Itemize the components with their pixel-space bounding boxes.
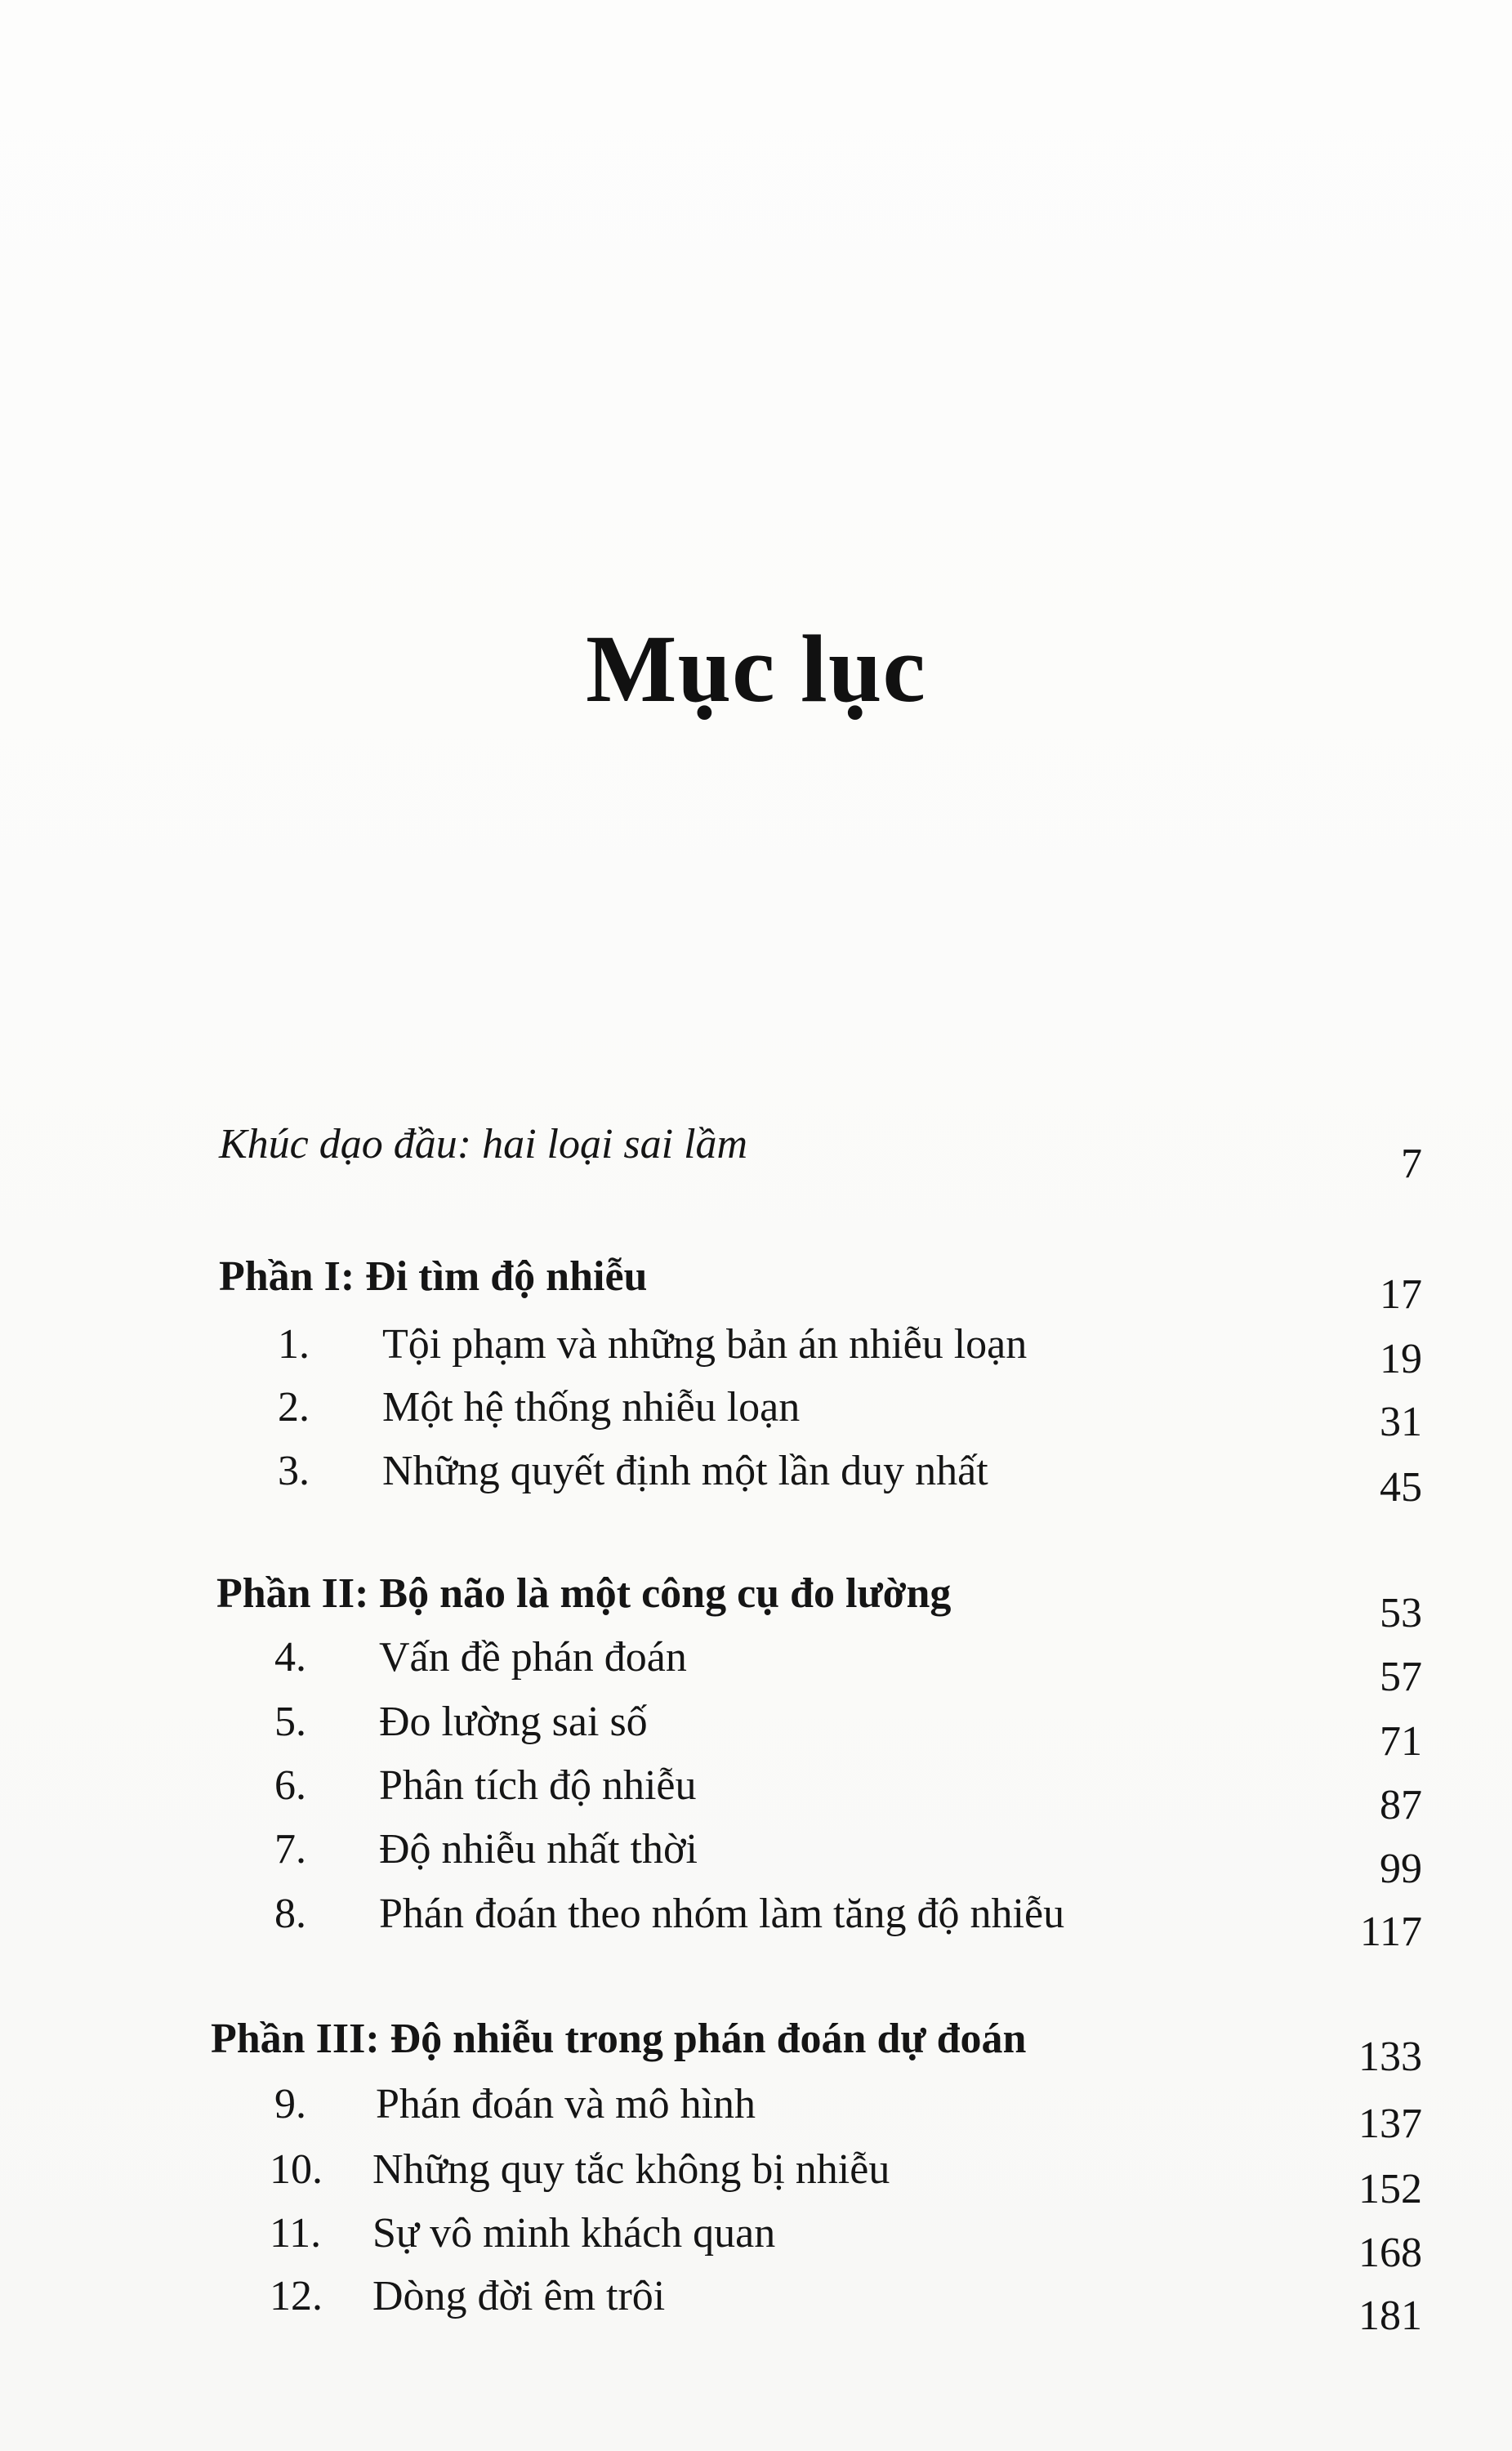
- toc-chapter-page: 99: [1380, 1846, 1422, 1892]
- toc-part-page: 53: [1380, 1590, 1422, 1636]
- toc-chapter: [0, 1321, 1512, 1382]
- toc-chapter-page: 19: [1380, 1336, 1422, 1382]
- toc-chapter-number: 1.: [278, 1321, 310, 1368]
- toc-chapter-page: 152: [1358, 2166, 1422, 2212]
- toc-chapter-page: 117: [1359, 1909, 1422, 1955]
- toc-chapter-page: 57: [1380, 1654, 1422, 1700]
- toc-chapter-page: 137: [1358, 2101, 1422, 2147]
- toc-part-page: 17: [1380, 1271, 1422, 1318]
- toc-chapter-number: 3.: [278, 1448, 310, 1494]
- toc-chapter-number: 9.: [274, 2081, 306, 2127]
- toc-part-title: Phần I: Đi tìm độ nhiễu: [219, 1253, 648, 1300]
- toc-chapter-number: 6.: [274, 1762, 306, 1809]
- toc-chapter-page: 181: [1358, 2293, 1422, 2339]
- toc-chapter-title: Đo lường sai số: [379, 1699, 648, 1745]
- toc-chapter-number: 8.: [274, 1891, 306, 1937]
- toc-chapter-title: Phán đoán theo nhóm làm tăng độ nhiễu: [379, 1891, 1065, 1937]
- toc-chapter: [0, 1891, 1512, 1955]
- page-title: Mục lục: [586, 615, 926, 722]
- toc-chapter-number: 7.: [274, 1826, 306, 1873]
- toc-intro-page: 7: [1401, 1141, 1422, 1187]
- toc-chapter-page: 168: [1358, 2230, 1422, 2276]
- toc-chapter-number: 4.: [274, 1634, 306, 1681]
- toc-chapter-title: Những quyết định một lần duy nhất: [382, 1448, 988, 1494]
- toc-chapter-title: Dòng đời êm trôi: [372, 2273, 666, 2319]
- toc-part: [0, 1253, 1512, 1318]
- toc-part: [0, 1570, 1512, 1636]
- toc-chapter: [0, 2081, 1512, 2147]
- toc-part-title: Phần II: Bộ não là một công cụ đo lường: [216, 1570, 952, 1617]
- toc-chapter-page: 31: [1380, 1399, 1422, 1445]
- toc-chapter: [0, 1699, 1512, 1765]
- toc-intro: [0, 1121, 1512, 1187]
- toc-part-title: Phần III: Độ nhiễu trong phán đoán dự đoán: [211, 2016, 1027, 2062]
- toc-chapter-title: Phán đoán và mô hình: [376, 2081, 756, 2127]
- toc-chapter: [0, 1634, 1512, 1700]
- toc-chapter-number: 12.: [270, 2273, 323, 2319]
- toc-chapter: [0, 1448, 1512, 1511]
- toc-chapter: [0, 2273, 1512, 2339]
- toc-chapter-page: 71: [1380, 1718, 1422, 1765]
- toc-part-page: 133: [1358, 2034, 1422, 2080]
- toc-chapter-title: Một hệ thống nhiễu loạn: [382, 1384, 801, 1431]
- toc-chapter-title: Những quy tắc không bị nhiễu: [372, 2146, 890, 2193]
- toc-chapter: [0, 1386, 1512, 1444]
- toc-chapter-title: Sự vô minh khách quan: [372, 2210, 776, 2257]
- toc-chapter-number: 2.: [278, 1384, 310, 1431]
- toc-chapter-title: Vấn đề phán đoán: [379, 1634, 687, 1681]
- toc-chapter-page: 87: [1380, 1782, 1422, 1828]
- toc-chapter-number: 11.: [270, 2210, 322, 2257]
- toc-chapter: [0, 2210, 1512, 2276]
- toc-chapter-number: 5.: [274, 1699, 306, 1745]
- toc-chapter-title: Độ nhiễu nhất thời: [379, 1826, 698, 1873]
- toc-chapter: [0, 2146, 1512, 2212]
- toc-intro-title: Khúc dạo đầu: hai loại sai lầm: [219, 1121, 748, 1167]
- toc-chapter: [0, 1762, 1512, 1828]
- toc-chapter: [0, 1826, 1512, 1892]
- toc-chapter-title: Phân tích độ nhiễu: [379, 1762, 697, 1809]
- toc-part: [0, 2016, 1512, 2080]
- toc-chapter-title: Tội phạm và những bản án nhiễu loạn: [382, 1321, 1028, 1368]
- toc-chapter-number: 10.: [270, 2146, 323, 2193]
- toc-chapter-page: 45: [1380, 1464, 1422, 1511]
